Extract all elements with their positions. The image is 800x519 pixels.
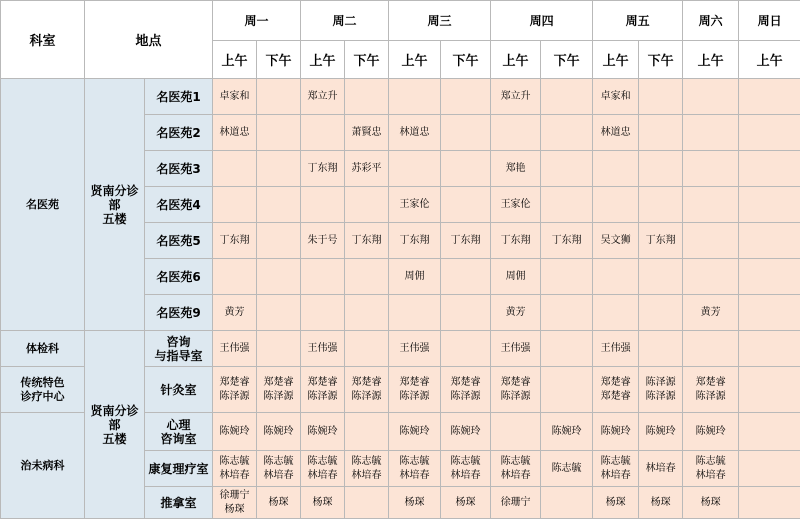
room-name: 名医苑9 xyxy=(145,295,213,331)
schedule-cell xyxy=(301,115,345,151)
header-am: 上午 xyxy=(739,41,800,79)
doctor-name: 陈泽源 xyxy=(639,390,682,404)
schedule-cell xyxy=(213,451,257,487)
schedule-cell xyxy=(491,115,541,151)
doctor-name: 徐珊宁 xyxy=(213,489,256,503)
schedule-cell xyxy=(683,115,739,151)
doctor-name: 萧賢忠 xyxy=(345,126,388,140)
doctor-name: 陈婉玲 xyxy=(213,425,256,439)
schedule-cell xyxy=(257,295,301,331)
doctor-name: 林培春 xyxy=(345,469,388,483)
doctor-name: 陈志毓 xyxy=(345,455,388,469)
schedule-cell xyxy=(639,187,683,223)
schedule-cell xyxy=(593,295,639,331)
schedule-cell xyxy=(389,367,441,413)
schedule-cell xyxy=(683,295,739,331)
header-day-thu: 周四 xyxy=(491,1,593,41)
doctor-name: 陈志毓 xyxy=(301,455,344,469)
header-am: 上午 xyxy=(301,41,345,79)
doctor-name: 陈泽源 xyxy=(257,390,300,404)
schedule-cell xyxy=(389,451,441,487)
doctor-name: 黄芳 xyxy=(683,306,738,320)
schedule-cell xyxy=(389,115,441,151)
schedule-cell xyxy=(257,223,301,259)
doctor-name: 林培春 xyxy=(683,469,738,483)
schedule-cell xyxy=(257,367,301,413)
doctor-name: 陈泽源 xyxy=(345,390,388,404)
schedule-cell xyxy=(257,79,301,115)
doctor-name: 郑楚睿 xyxy=(593,376,638,390)
schedule-cell xyxy=(389,487,441,519)
doctor-name: 陈婉玲 xyxy=(389,425,440,439)
schedule-cell xyxy=(593,451,639,487)
schedule-cell xyxy=(345,259,389,295)
room-name: 名医苑5 xyxy=(145,223,213,259)
doctor-name: 郑楚睿 xyxy=(213,376,256,390)
doctor-name: 王伟强 xyxy=(491,342,540,356)
schedule-cell xyxy=(301,331,345,367)
schedule-cell xyxy=(739,367,800,413)
schedule-cell xyxy=(301,367,345,413)
doctor-name: 卓家和 xyxy=(213,90,256,104)
doctor-name: 林培春 xyxy=(301,469,344,483)
doctor-name: 陈婉玲 xyxy=(257,425,300,439)
schedule-cell xyxy=(301,187,345,223)
schedule-cell xyxy=(441,79,491,115)
doctor-name: 王伟强 xyxy=(389,342,440,356)
doctor-name: 朱于号 xyxy=(301,234,344,248)
schedule-cell xyxy=(389,187,441,223)
doctor-name: 郑楚睿 xyxy=(301,376,344,390)
schedule-cell xyxy=(301,295,345,331)
schedule-cell xyxy=(491,367,541,413)
schedule-cell xyxy=(491,331,541,367)
schedule-cell xyxy=(345,487,389,519)
schedule-cell xyxy=(389,151,441,187)
schedule-cell xyxy=(541,79,593,115)
dept-zhiweibing: 治未病科 xyxy=(1,413,85,519)
doctor-name: 陈志毓 xyxy=(257,455,300,469)
schedule-cell xyxy=(541,487,593,519)
doctor-name: 郑楚睿 xyxy=(593,390,638,404)
schedule-cell xyxy=(683,151,739,187)
doctor-name: 陈婉玲 xyxy=(639,425,682,439)
doctor-name: 陈志毓 xyxy=(541,462,592,476)
doctor-name: 黄芳 xyxy=(491,306,540,320)
schedule-cell xyxy=(301,451,345,487)
room-name: 咨询 与指导室 xyxy=(145,331,213,367)
schedule-cell xyxy=(213,151,257,187)
schedule-cell xyxy=(491,451,541,487)
schedule-cell xyxy=(213,187,257,223)
schedule-cell xyxy=(213,79,257,115)
doctor-name: 陈泽源 xyxy=(213,390,256,404)
schedule-cell xyxy=(213,223,257,259)
schedule-cell xyxy=(683,451,739,487)
doctor-name: 林道忠 xyxy=(213,126,256,140)
doctor-name: 卓家和 xyxy=(593,90,638,104)
doctor-name: 郑楚睿 xyxy=(257,376,300,390)
schedule-cell xyxy=(593,367,639,413)
header-pm: 下午 xyxy=(345,41,389,79)
header-am: 上午 xyxy=(389,41,441,79)
schedule-cell xyxy=(257,413,301,451)
doctor-name: 王伟强 xyxy=(301,342,344,356)
doctor-name: 徐珊宁 xyxy=(491,496,540,510)
schedule-cell xyxy=(301,487,345,519)
schedule-cell xyxy=(491,79,541,115)
schedule-cell xyxy=(639,223,683,259)
doctor-name: 黄芳 xyxy=(213,306,256,320)
schedule-cell xyxy=(739,79,800,115)
doctor-name: 郑立升 xyxy=(301,90,344,104)
schedule-cell xyxy=(639,413,683,451)
doctor-name: 王家伦 xyxy=(389,198,440,212)
schedule-cell xyxy=(441,187,491,223)
header-am: 上午 xyxy=(683,41,739,79)
schedule-cell xyxy=(541,151,593,187)
schedule-cell xyxy=(441,115,491,151)
doctor-name: 陈婉玲 xyxy=(301,425,344,439)
doctor-name: 林培春 xyxy=(491,469,540,483)
schedule-cell xyxy=(541,187,593,223)
schedule-cell xyxy=(257,187,301,223)
schedule-cell xyxy=(541,331,593,367)
schedule-cell xyxy=(739,295,800,331)
doctor-name: 丁东翔 xyxy=(213,234,256,248)
schedule-cell xyxy=(257,151,301,187)
header-am: 上午 xyxy=(593,41,639,79)
schedule-cell xyxy=(491,295,541,331)
schedule-cell xyxy=(345,223,389,259)
doctor-name: 林培春 xyxy=(257,469,300,483)
dept-chuantong: 传统特色 诊疗中心 xyxy=(1,367,85,413)
header-department: 科室 xyxy=(1,1,85,79)
schedule-cell xyxy=(345,451,389,487)
schedule-cell xyxy=(683,79,739,115)
schedule-cell xyxy=(345,295,389,331)
schedule-cell xyxy=(683,331,739,367)
doctor-name: 郑楚睿 xyxy=(491,376,540,390)
schedule-cell xyxy=(593,487,639,519)
header-am: 上午 xyxy=(213,41,257,79)
location-cell: 贤南分诊部 五楼 xyxy=(85,331,145,519)
doctor-name: 丁东翔 xyxy=(491,234,540,248)
header-location: 地点 xyxy=(85,1,213,79)
doctor-name: 陈志毓 xyxy=(593,455,638,469)
schedule-cell xyxy=(389,259,441,295)
doctor-name: 吴文狮 xyxy=(593,234,638,248)
schedule-cell xyxy=(739,187,800,223)
doctor-name: 杨琛 xyxy=(441,496,490,510)
doctor-name: 王伟强 xyxy=(213,342,256,356)
schedule-cell xyxy=(739,451,800,487)
schedule-cell xyxy=(639,331,683,367)
header-pm: 下午 xyxy=(541,41,593,79)
schedule-cell xyxy=(345,413,389,451)
schedule-cell xyxy=(739,115,800,151)
schedule-cell xyxy=(683,259,739,295)
schedule-cell xyxy=(389,223,441,259)
doctor-name: 陈泽源 xyxy=(389,390,440,404)
schedule-cell xyxy=(541,115,593,151)
schedule-cell xyxy=(213,331,257,367)
schedule-cell xyxy=(739,223,800,259)
schedule-cell xyxy=(639,367,683,413)
schedule-cell xyxy=(389,295,441,331)
room-name: 名医苑1 xyxy=(145,79,213,115)
schedule-cell xyxy=(441,487,491,519)
schedule-cell xyxy=(441,451,491,487)
schedule-cell xyxy=(593,413,639,451)
schedule-cell xyxy=(257,487,301,519)
schedule-cell xyxy=(301,413,345,451)
doctor-name: 杨琛 xyxy=(301,496,344,510)
schedule-cell xyxy=(441,413,491,451)
schedule-cell xyxy=(541,259,593,295)
doctor-name: 林培春 xyxy=(213,469,256,483)
schedule-cell xyxy=(389,413,441,451)
header-day-sat: 周六 xyxy=(683,1,739,41)
schedule-cell xyxy=(593,115,639,151)
schedule-cell xyxy=(213,259,257,295)
schedule-cell xyxy=(491,259,541,295)
schedule-cell xyxy=(345,331,389,367)
schedule-cell xyxy=(441,367,491,413)
schedule-cell xyxy=(301,151,345,187)
header-day-wed: 周三 xyxy=(389,1,491,41)
room-name: 针灸室 xyxy=(145,367,213,413)
table-row xyxy=(1,331,800,367)
doctor-name: 郑楚睿 xyxy=(389,376,440,390)
doctor-name: 丁东翔 xyxy=(301,162,344,176)
header-day-mon: 周一 xyxy=(213,1,301,41)
schedule-cell xyxy=(491,223,541,259)
doctor-name: 林道忠 xyxy=(593,126,638,140)
schedule-cell xyxy=(389,79,441,115)
schedule-cell xyxy=(593,259,639,295)
doctor-name: 周佣 xyxy=(491,270,540,284)
doctor-name: 陈泽源 xyxy=(301,390,344,404)
doctor-name: 郑立升 xyxy=(491,90,540,104)
schedule-cell xyxy=(257,259,301,295)
schedule-cell xyxy=(739,331,800,367)
schedule-cell xyxy=(639,259,683,295)
doctor-name: 林培春 xyxy=(441,469,490,483)
doctor-name: 丁东翔 xyxy=(639,234,682,248)
schedule-cell xyxy=(639,295,683,331)
schedule-cell xyxy=(257,115,301,151)
schedule-cell xyxy=(441,223,491,259)
doctor-name: 郑楚睿 xyxy=(345,376,388,390)
doctor-name: 陈婉玲 xyxy=(541,425,592,439)
schedule-cell xyxy=(213,487,257,519)
header-day-tue: 周二 xyxy=(301,1,389,41)
doctor-name: 杨琛 xyxy=(257,496,300,510)
room-name: 名医苑4 xyxy=(145,187,213,223)
schedule-cell xyxy=(213,367,257,413)
schedule-cell xyxy=(491,187,541,223)
location-cell: 贤南分诊部 五楼 xyxy=(85,79,145,331)
doctor-name: 陈志毓 xyxy=(491,455,540,469)
doctor-name: 杨琛 xyxy=(389,496,440,510)
schedule-cell xyxy=(345,367,389,413)
doctor-name: 郑楚睿 xyxy=(441,376,490,390)
schedule-cell xyxy=(683,223,739,259)
schedule-cell xyxy=(593,331,639,367)
doctor-name: 陈婉玲 xyxy=(441,425,490,439)
doctor-name: 林道忠 xyxy=(389,126,440,140)
doctor-name: 陈泽源 xyxy=(683,390,738,404)
schedule-cell xyxy=(491,413,541,451)
room-name: 推拿室 xyxy=(145,487,213,519)
schedule-cell xyxy=(541,367,593,413)
schedule-cell xyxy=(345,151,389,187)
schedule-cell xyxy=(441,151,491,187)
doctor-name: 陈泽源 xyxy=(639,376,682,390)
schedule-cell xyxy=(639,451,683,487)
doctor-name: 杨琛 xyxy=(639,496,682,510)
header-am: 上午 xyxy=(491,41,541,79)
schedule-cell xyxy=(213,115,257,151)
doctor-name: 丁东翔 xyxy=(345,234,388,248)
header-pm: 下午 xyxy=(639,41,683,79)
schedule-cell xyxy=(213,413,257,451)
doctor-name: 郑艳 xyxy=(491,162,540,176)
schedule-cell xyxy=(257,451,301,487)
doctor-name: 丁东翔 xyxy=(389,234,440,248)
doctor-name: 林培春 xyxy=(639,462,682,476)
schedule-cell xyxy=(213,295,257,331)
header-pm: 下午 xyxy=(257,41,301,79)
schedule-cell xyxy=(441,259,491,295)
schedule-cell xyxy=(739,259,800,295)
schedule-cell xyxy=(683,487,739,519)
schedule-cell xyxy=(639,151,683,187)
schedule-cell xyxy=(593,187,639,223)
doctor-name: 苏彩平 xyxy=(345,162,388,176)
doctor-name: 杨琛 xyxy=(593,496,638,510)
table-row xyxy=(1,79,800,115)
room-name: 名医苑2 xyxy=(145,115,213,151)
room-name: 名医苑3 xyxy=(145,151,213,187)
schedule-cell xyxy=(639,79,683,115)
doctor-name: 丁东翔 xyxy=(441,234,490,248)
doctor-name: 王家伦 xyxy=(491,198,540,212)
schedule-cell xyxy=(345,187,389,223)
dept-tijian: 体检科 xyxy=(1,331,85,367)
doctor-name: 陈泽源 xyxy=(491,390,540,404)
doctor-name: 杨琛 xyxy=(683,496,738,510)
schedule-cell xyxy=(257,331,301,367)
schedule-cell xyxy=(593,151,639,187)
doctor-name: 陈志毓 xyxy=(213,455,256,469)
schedule-cell xyxy=(389,331,441,367)
schedule-cell xyxy=(301,79,345,115)
schedule-cell xyxy=(301,223,345,259)
doctor-name: 郑楚睿 xyxy=(683,376,738,390)
header-pm: 下午 xyxy=(441,41,491,79)
schedule-cell xyxy=(345,79,389,115)
doctor-name: 陈婉玲 xyxy=(683,425,738,439)
schedule-cell xyxy=(541,295,593,331)
doctor-name: 陈志毓 xyxy=(389,455,440,469)
schedule-cell xyxy=(593,223,639,259)
schedule-cell xyxy=(541,223,593,259)
doctor-name: 陈婉玲 xyxy=(593,425,638,439)
schedule-cell xyxy=(541,413,593,451)
schedule-cell xyxy=(739,413,800,451)
doctor-name: 林培春 xyxy=(389,469,440,483)
doctor-name: 王伟强 xyxy=(593,342,638,356)
header-day-fri: 周五 xyxy=(593,1,683,41)
schedule-cell xyxy=(683,413,739,451)
doctor-name: 陈志毓 xyxy=(441,455,490,469)
room-name: 心理 咨询室 xyxy=(145,413,213,451)
doctor-name: 杨琛 xyxy=(213,503,256,517)
doctor-name: 陈志毓 xyxy=(683,455,738,469)
doctor-name: 陈泽源 xyxy=(441,390,490,404)
schedule-cell xyxy=(301,259,345,295)
header-day-sun: 周日 xyxy=(739,1,800,41)
schedule-cell xyxy=(541,451,593,487)
doctor-name: 丁东翔 xyxy=(541,234,592,248)
schedule-cell xyxy=(491,487,541,519)
doctor-name: 周佣 xyxy=(389,270,440,284)
room-name: 康复理疗室 xyxy=(145,451,213,487)
schedule-cell xyxy=(683,187,739,223)
dept-mingyiyuan: 名医苑 xyxy=(1,79,85,331)
schedule-cell xyxy=(491,151,541,187)
doctor-name: 林培春 xyxy=(593,469,638,483)
schedule-cell xyxy=(739,487,800,519)
schedule-cell xyxy=(441,331,491,367)
schedule-cell xyxy=(345,115,389,151)
room-name: 名医苑6 xyxy=(145,259,213,295)
schedule-cell xyxy=(739,151,800,187)
schedule-cell xyxy=(683,367,739,413)
schedule-cell xyxy=(639,115,683,151)
schedule-cell xyxy=(441,295,491,331)
schedule-cell xyxy=(639,487,683,519)
schedule-cell xyxy=(593,79,639,115)
